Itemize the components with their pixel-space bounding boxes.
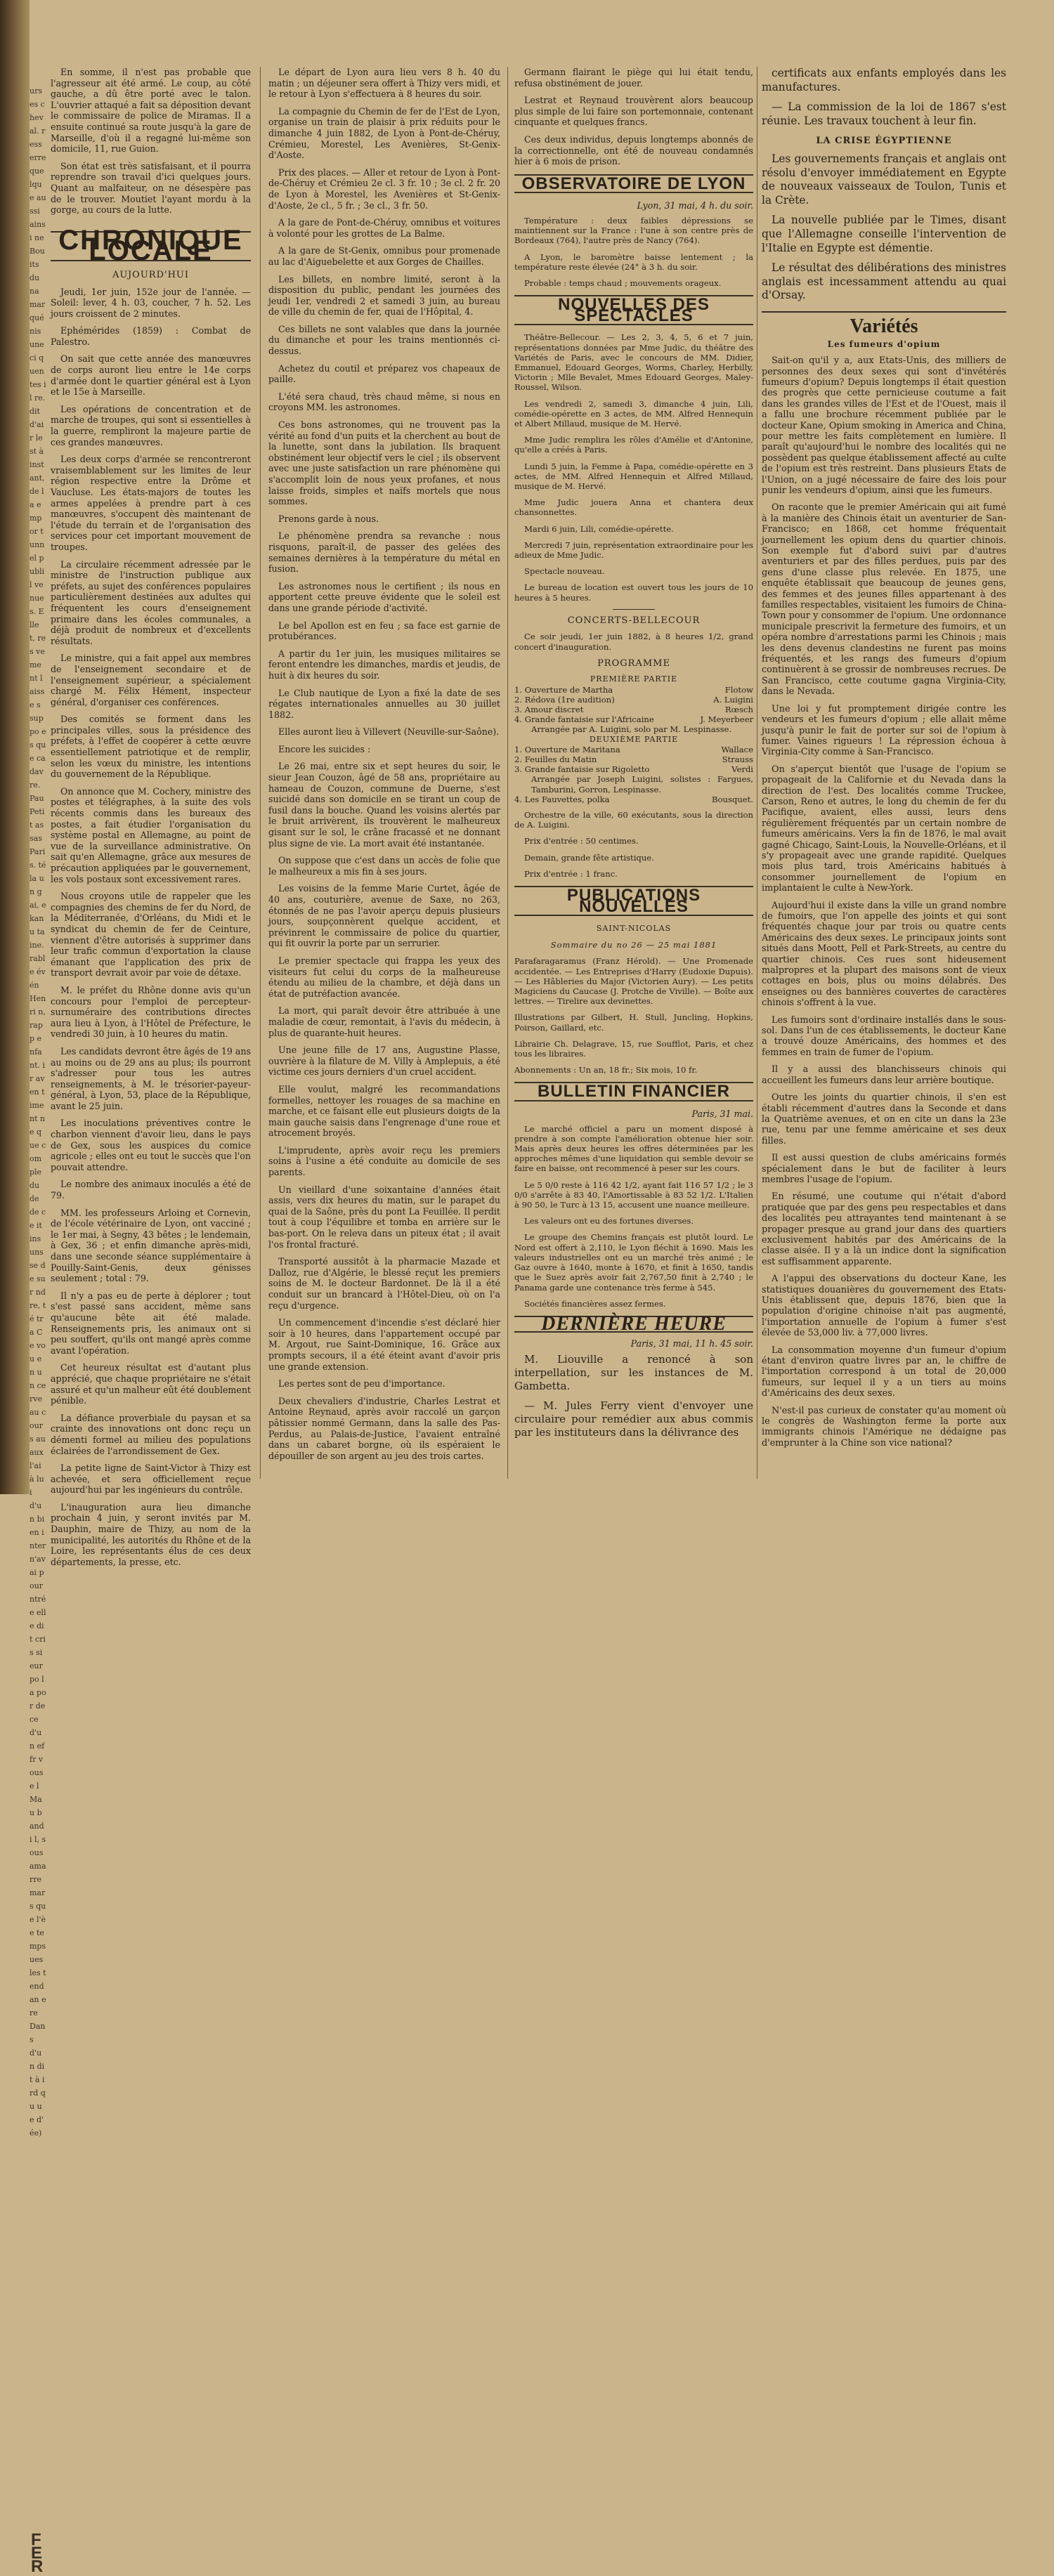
col2-articles	[268, 67, 500, 1461]
programme-piece: 4. Les Fauvettes, polka	[514, 794, 610, 804]
article-paragraph: Ces deux individus, depuis longtemps abonnés de la correctionnelle, ont été de nouveau condamnés hier à 6 mois de prison.	[514, 133, 753, 167]
article-paragraph: Mme Judic jouera Anna et chantera deux chansonnettes.	[514, 497, 753, 518]
article-paragraph: Les valeurs ont eu des fortunes diverses.	[524, 1216, 694, 1227]
concert-programme	[514, 674, 753, 804]
concerts-intro: Ce soir jeudi, 1er juin 1882, à 8 heures 1/2, grand concert d'inauguration.	[514, 632, 753, 652]
article-paragraph: Le départ de Lyon aura lieu vers 8 h. 40 du matin ; un déjeuner sera offert à Thizy vers midi, et le retour à Lyon s'effectuera à 8 heures du soir.	[268, 67, 500, 100]
programme-row	[514, 685, 753, 695]
varietes-text	[762, 355, 1006, 1449]
observatoire-heading: OBSERVATOIRE DE LYON	[514, 174, 753, 194]
programme-row	[514, 695, 753, 705]
article-paragraph: Probable : temps chaud ; mouvements orageux.	[524, 277, 722, 288]
article-paragraph: Nous croyons utile de rappeler que les compagnies des chemins de fer du Nord, de la Méditerranée, d'Orléans, du Midi et le syndicat du chemin de fer de Ceinture, viennent d'être autorisés à supprimer dans leur trafic commun d'exportation la clause émanant que l'application des prix de transport devrait avoir par voie de détaxe.	[51, 891, 251, 979]
article-paragraph: Les pertes sont de peu d'importance.	[278, 1378, 445, 1390]
article-paragraph: En résumé, une coutume qui n'était d'abord pratiquée que par des gens peu respectables et dans des localités peu attrayantes tend maintenant à se propager presque au grand jour dans des quartiers exclusivement habités par des Américains de la classe aisée. Il y a là un indice dont la signification est suffisamment apparente.	[762, 1191, 1006, 1267]
article-paragraph: Sait-on qu'il y a, aux Etats-Unis, des milliers de personnes des deux sexes qui sont d'invétérés fumeurs d'opium? Depuis longtemps il était question des progrès que cette pernicieuse coutume a fait dans les grandes villes de l'Est et de l'Ouest, mais il a fallu une brochure récemment publiée par le docteur Kane, Opium smoking in America and China, pour mettre les faits complètement en lumière. Il paraît qu'aujourd'hui le nombre des localités qui ne possèdent pas quelque établissement affecté au culte de l'opium est très restreint. Dans plusieurs Etats de l'Union, on a jugé nécessaire de faire des lois pour punir les vendeurs d'opium, ainsi que les fumeurs.	[762, 355, 1006, 496]
article-paragraph: Il y a aussi des blanchisseurs chinois qui accueillent les fumeurs dans leur arrière boutique.	[762, 1064, 1006, 1086]
derniere-heure-heading: DERNIÈRE HEURE	[514, 1316, 753, 1333]
article-paragraph: Les astronomes nous le certifient ; ils nous en apportent cette preuve évidente que le soleil est dans une grande période d'activité.	[268, 580, 500, 613]
article-paragraph: Ces billets ne sont valables que dans la journée du dimanche et pour les trains mentionnés ci-dessus.	[268, 323, 500, 357]
article-paragraph: Température : deux faibles dépressions se maintiennent sur la France : l'une à son centre près de Bordeaux (764), l'autre près de Nancy (764).	[514, 215, 753, 246]
previous-page-column	[30, 84, 46, 2576]
article-paragraph: La circulaire récemment adressée par le ministre de l'instruction publique aux préfets, au sujet des conférences populaires particulièrement destinées aux adultes qui fréquentent les cours d'enseignement primaire dans les écoles communales, a déjà produit de nombreux et d'excellents résultats.	[51, 558, 251, 646]
programme-composer: Verdi	[731, 764, 753, 775]
article-paragraph: Elles auront lieu à Villevert (Neuville-sur-Saône).	[278, 726, 500, 738]
article-paragraph: certificats aux enfants employés dans les manufactures.	[762, 67, 1006, 93]
col1-intro	[51, 67, 251, 216]
programme-piece: 2. Rédova (1re audition)	[514, 694, 615, 705]
article-paragraph: L'imprudente, après avoir reçu les premiers soins à l'usine a été conduite au domicile de ses parents.	[268, 1144, 500, 1178]
programme-composer: Strauss	[722, 754, 753, 765]
article-paragraph: Le premier spectacle qui frappa les yeux des visiteurs fut celui du corps de la malheureuse étendu au milieu de la chambre, et déjà dans un état de putréfaction avancée.	[268, 955, 500, 999]
article-paragraph: Des comités se forment dans les principales villes, sous la présidence des préfets, à l'effet de coopérer à cette œuvre essentiellement patriotique et de remplir, selon les vœux du ministre, les intentions du gouvernement de la République.	[51, 714, 251, 780]
programme-part-1-heading: PREMIÈRE PARTIE	[590, 674, 678, 684]
programme-composer: Flotow	[724, 684, 753, 695]
article-paragraph: Ephémérides (1859) : Combat de Palestro.	[51, 325, 251, 347]
article-paragraph: Elle voulut, malgré les recommandations formelles, nettoyer les rouages de sa machine en marche, et ce faisant elle eut plusieurs doigts de la main gauche saisis dans l'engrenage d'une roue et atrocement broyés.	[268, 1083, 500, 1139]
programme-row	[514, 764, 753, 774]
article-paragraph: Deux chevaliers d'industrie, Charles Lestrat et Antoine Reynaud, après avoir raccolé un garçon pâtissier nommé Germann, dans la salle des Pas-Perdus, au Palais-de-Justice, l'avaient entraîné dans un cabaret borgne, où ils espéraient le dépouiller de son argent au jeu des trois cartes.	[268, 1395, 500, 1461]
publications-heading: PUBLICATIONS NOUVELLES	[514, 886, 753, 916]
article-paragraph: Outre les joints du quartier chinois, il s'en est établi récemment d'autres dans la Seconde et dans la Quatrième avenues, et on en cite un dans la 23e rue, tenu par une femme américaine et ses deux filles.	[762, 1092, 1006, 1146]
programme-composer: J. Meyerbeer	[700, 714, 753, 725]
concerts-heading: CONCERTS-BELLECOUR	[567, 615, 701, 626]
article-paragraph: Spectacle nouveau.	[524, 566, 605, 577]
derniere-heure-text	[514, 1353, 753, 1439]
programme-piece: 3. Amour discret	[514, 705, 584, 715]
article-paragraph: La défiance proverbiale du paysan et sa crainte des innovations ont donc reçu un démenti formel au milieu des populations éclairées de l'arrondissement de Gex.	[51, 1412, 251, 1456]
article-paragraph: N'est-il pas curieux de constater qu'au moment où le congrès de Washington ferme la porte aux immigrants chinois l'Amérique ne dédaigne pas d'emprunter à la Chine son vice national?	[762, 1405, 1006, 1449]
article-paragraph: A partir du 1er juin, les musiques militaires se feront entendre les dimanches, mardis et jeudis, de huit à dix heures du soir.	[268, 648, 500, 681]
article-paragraph: Théâtre-Bellecour. — Les 2, 3, 4, 5, 6 et 7 juin, représentations données par Mme Judic, du théâtre des Variétés de Paris, avec le concours de MM. Didier, Emmanuel, Edouard Georges, Worms, Charley, Herbilly, Victorin ; Mlle Bevalet, Mmes Edouard Georges, Maley-Roussel, Wilson.	[514, 332, 753, 393]
previous-page-fer-label: FER	[31, 2530, 44, 2576]
article-paragraph: Son état est très satisfaisant, et il pourra reprendre son travail d'ici quelques jours. Quant au malfaiteur, on ne désespère pas de le trouver. Moutiet l'ayant mordu à la gorge, au cours de la lutte.	[51, 160, 251, 216]
column-1	[51, 67, 251, 1567]
article-paragraph: Les deux corps d'armée se rencontreront vraisemblablement sur les limites de leur région respective entre la Drôme et Vaucluse. Les états-majors de toutes les armes appelées à prendre part à ces manœuvres, s'occupent dès maintenant de l'étude du terrain et de l'organisation des services pour cet important mouvement de troupes.	[51, 454, 251, 552]
programme-piece: 1. Ouverture de Maritana	[514, 744, 620, 754]
programme-piece: 2. Feuilles du Matin	[514, 754, 597, 765]
article-paragraph: Une jeune fille de 17 ans, Augustine Plasse, ouvrière à la filature de M. Villy à Amplepuis, a été victime ces jours derniers d'un cruel accident.	[268, 1045, 500, 1078]
newspaper-page	[51, 67, 1006, 1567]
aujourdhui-subheading: AUJOURD'HUI	[112, 269, 190, 280]
publication-name: SAINT-NICOLAS	[596, 924, 672, 934]
article-paragraph: Orchestre de la ville, 60 exécutants, sous la direction de A. Luigini.	[514, 810, 753, 830]
fumeurs-opium-subheading: Les fumeurs d'opium	[827, 339, 941, 349]
article-paragraph: Achetez du coutil et préparez vos chapeaux de paille.	[268, 362, 500, 385]
article-paragraph: La compagnie du Chemin de fer de l'Est de Lyon, organise un train de plaisir à prix réduits pour le dimanche 4 juin 1882, de Lyon à Pont-de-Chéruy, Crémieu, Morestel, Les Avenières, St-Genix-d'Aoste.	[268, 105, 500, 161]
article-paragraph: Le phénomène prendra sa revanche : nous risquons, paraît-il, de passer des gelées des semaines dernières à la température du métal en fusion.	[268, 530, 500, 575]
article-paragraph: Les billets, en nombre limité, seront à la disposition du public, pendant les journées des jeudi 1er, vendredi 2 et samedi 3 juin, au bureau de ville du chemin de fer, quai de l'Hôpital, 4.	[268, 273, 500, 318]
programme-row	[514, 705, 753, 714]
crise-egyptienne-heading: LA CRISE ÉGYPTIENNE	[816, 136, 952, 147]
column-4	[762, 67, 1006, 1479]
article-paragraph: Mercredi 7 juin, représentation extraordinaire pour les adieux de Mme Judic.	[514, 540, 753, 560]
article-paragraph: — M. Jules Ferry vient d'envoyer une circulaire pour remédier aux abus commis par les instituteurs dans la délivrance des	[514, 1399, 753, 1439]
article-paragraph: Sociétés financières assez fermes.	[524, 1298, 666, 1309]
column-rule	[507, 67, 508, 1479]
article-paragraph: On s'aperçut bientôt que l'usage de l'opium se propageait de la Californie et du Nevada dans la direction de l'est. Des localités comme Truckee, Carson, Reno et autres, le long du chemin de fer du Pacifique, avaient, elles aussi, leurs dens régulièrement fréquentés par un certain nombre de fumeurs américains. Vers la fin de 1876, le mal avait gagné Chicago, Saint-Louis, la Nouvelle-Orléans, et il s'y propageait avec une grande rapidité. Quelques mois plus tard, trois Américains habitués à consommer journellement de l'opium en implantaient le culte à New-York.	[762, 764, 1006, 894]
article-paragraph: Il est aussi question de clubs américains formés spécialement dans le but de faciliter à leurs membres l'usage de l'opium.	[762, 1153, 1006, 1185]
article-paragraph: Les gouvernements français et anglais ont résolu d'envoyer immédiatement en Egypte de nouveaux vaisseaux de Toulon, Tunis et la Crète.	[762, 152, 1006, 207]
article-paragraph: Prenons garde à nous.	[278, 513, 379, 524]
article-paragraph: Les voisins de la femme Marie Curtet, âgée de 40 ans, couturière, avenue de Saxe, no 263, étonnés de ne pas l'avoir aperçu depuis plusieurs jours, soupçonnèrent quelque accident, et prévinrent le commissaire de police du quartier, qui fit ouvrir la porte par un serrurier.	[268, 883, 500, 949]
article-paragraph: La mort, qui paraît devoir être attribuée à une maladie de cœur, remontait, à l'avis du médecin, à plus de quarante-huit heures.	[268, 1005, 500, 1038]
article-paragraph: Mme Judic remplira les rôles d'Amélie et d'Antonine, qu'elle a créés à Paris.	[514, 435, 753, 455]
article-paragraph: Aujourd'hui il existe dans la ville un grand nombre de fumoirs, que l'on appelle des joints et qui sont fréquentés chaque jour par trois ou quatre cents Américains des deux sexes. Le principaux joints sont situés dans Moott, Pell et Park-Streets, au centre du quartier chinois. Ces rues sont hideusement malpropres et la plupart des maisons sont de vieux cottages en bois, plus ou moins délabrés. Des enseignes ou des bannières couvertes de caractères chinois s'offrent à la vue.	[762, 900, 1006, 1009]
article-paragraph: MM. les professeurs Arloing et Cornevin, de l'école vétérinaire de Lyon, ont vacciné ; le 1er mai, à Segny, 43 bêtes ; le lendemain, à Gex, 36 ; et enfin dimanche après-midi, dans une seconde séance supplémentaire à Pouilly-Saint-Genis, deux génisses seulement ; total : 79.	[51, 1207, 251, 1284]
column-rule	[260, 67, 261, 1479]
article-paragraph: Mardi 6 juin, Lili, comédie-opérette.	[524, 523, 674, 534]
concerts-outro	[514, 810, 753, 879]
article-paragraph: Lundi 5 juin, la Femme à Papa, comédie-opérette en 3 actes, de MM. Alfred Hennequin et Alfred Millaud, musique de M. Hervé.	[514, 461, 753, 491]
programme-row	[514, 714, 753, 724]
programme-row	[514, 754, 753, 764]
article-paragraph: Il n'y a pas eu de perte à déplorer ; tout s'est passé sans accident, même sans qu'aucune bête ait été malade. Renseignements pris, les animaux ont si peu souffert, qu'ils ont mangé après comme avant l'opération.	[51, 1290, 251, 1356]
article-paragraph: Un commencement d'incendie s'est déclaré hier soir à 10 heures, dans l'appartement occupé par M. Argout, rue Saint-Dominique, 16. Grâce aux prompts secours, il a été éteint avant d'avoir pris une grande extension.	[268, 1317, 500, 1372]
article-paragraph: M. le préfet du Rhône donne avis qu'un concours pour l'emploi de percepteur-surnuméraire des contributions directes aura lieu à Lyon, à l'Hôtel de Préfecture, le vendredi 30 juin, à 10 heures du matin.	[51, 984, 251, 1040]
article-paragraph: Les fumoirs sont d'ordinaire installés dans le sous-sol. Dans l'un de ces établissements, le docteur Kane a trouvé douze Américains, des hommes et des femmes en train de fumer de l'opium.	[762, 1014, 1006, 1058]
observatoire-report	[514, 216, 753, 288]
article-paragraph: Transporté aussitôt à la pharmacie Mazade et Dalloz, rue d'Algérie, le blessé reçut les premiers soins de M. le docteur Bardonnet. De là il a été conduit sur un brancard à l'Hôtel-Dieu, où on l'a reçu d'urgence.	[268, 1256, 500, 1311]
varietes-heading: Variétés	[762, 311, 1006, 334]
page-binding	[0, 0, 30, 1494]
programme-composer: Wallace	[721, 744, 753, 754]
article-paragraph: La nouvelle publiée par le Times, disant que l'Allemagne conseille l'intervention de l'Italie en Egypte est démentie.	[762, 214, 1006, 254]
article-paragraph: La petite ligne de Saint-Victor à Thizy est achevée, et sera officiellement reçue aujourd'hui par les ingénieurs du contrôle.	[51, 1463, 251, 1496]
programme-composer: Rœsch	[724, 705, 753, 715]
programme-piece: 1. Ouverture de Martha	[514, 684, 613, 695]
article-paragraph: M. Liouville a renoncé à son interpellation, sur les instances de M. Gambetta.	[514, 1353, 753, 1393]
article-paragraph: Jeudi, 1er juin, 152e jour de l'année. — Soleil: lever, 4 h. 03, coucher, 7 h. 52. Les jours croissent de 2 minutes.	[51, 286, 251, 319]
chronique-locale-heading: CHRONIQUE LOCALE	[51, 231, 251, 261]
programme-row	[514, 745, 753, 754]
programme-heading: PROGRAMME	[597, 658, 670, 669]
programme-part-1	[514, 685, 753, 725]
col1-articles	[51, 287, 251, 1568]
article-paragraph: Prix d'entrée : 1 franc.	[524, 868, 618, 879]
programme-composer: A. Luigini	[713, 694, 753, 705]
article-paragraph: Cet heureux résultat est d'autant plus apprécié, que chaque propriétaire ne s'était assuré et qu'un malheur eût été doublement pénible.	[51, 1362, 251, 1406]
programme-part-2	[514, 745, 753, 775]
article-paragraph: A la gare de St-Genix, omnibus pour promenade au lac d'Aiguebelette et aux Gorges de Chailles.	[268, 245, 500, 267]
publication-contents: Parafaragaramus (Franz Hérold). — Une Promenade accidentée. — Les Entreprises d'Harry (Eudoxie Dupuis). — Les Hâbleries du Major (Victorien Aury). — Les petits Magiciens du Caucase (J. Protche de Viville). — Boîte aux lettres. — Tirelire aux devinettes.	[514, 956, 753, 1007]
article-paragraph: Un vieillard d'une soixantaine d'années était assis, vers dix heures du matin, sur le parapet du quai de la Saône, près du pont La Feuillée. Il perdit tout à coup l'équilibre et tomba en arrière sur le bas-port. On le releva dans un piteux état ; il avait l'os frontal fracturé.	[268, 1184, 500, 1250]
col3-intro	[514, 67, 753, 167]
crise-egyptienne-text	[762, 152, 1006, 303]
programme-piece: 3. Grande fantaisie sur Rigoletto	[514, 764, 650, 775]
programme-part-1-arrangement: Arrangée par A. Luigini, solo par M. Lespinasse.	[531, 724, 732, 735]
programme-piece: 4. Grande fantaisie sur l'Africaine	[514, 714, 654, 725]
article-paragraph: L'été sera chaud, très chaud même, si nous en croyons MM. les astronomes.	[268, 391, 500, 413]
article-paragraph: Encore les suicides :	[278, 743, 371, 754]
observatoire-dateline: Lyon, 31 mai, 4 h. du soir.	[637, 200, 753, 211]
article-paragraph: Les opérations de concentration et de marche de troupes, qui sont si essentielles à la guerre, rempliront la majeure partie de ces grandes manœuvres.	[51, 403, 251, 447]
article-paragraph: Le groupe des Chemins français est plutôt lourd. Le Nord est offert à 2,110, le Lyon fléchit à 1690. Mais les valeurs industrielles ont eu un marché très animé ; le Gaz ouvre à 1640, monte à 1670, et finit à 1650, tandis que le Suez après avoir fait 2,767,50 finit à 2,740 ; le Panama garde une contenance très ferme à 545.	[514, 1232, 753, 1293]
spectacles-heading: NOUVELLES DES SPECTACLES	[514, 295, 753, 325]
programme-part-2-arrangement: Arrangée par Joseph Luigini, solistes : Fargues, Tamburini, Gorron, Lespinasse.	[531, 774, 753, 795]
article-paragraph: Demain, grande fête artistique.	[524, 852, 654, 863]
publication-sommaire: Sommaire du no 26 — 25 mai 1881	[550, 939, 717, 950]
article-paragraph: Germann flairant le piège qui lui était tendu, refusa obstinément de jouer.	[514, 67, 753, 89]
article-paragraph: La consommation moyenne d'un fumeur d'opium étant d'environ quatre livres par an, le chiffre de l'importation correspond à un total de 20,000 fumeurs, sur lequel il y a un tiers au moins d'Américains des deux sexes.	[762, 1345, 1006, 1399]
derniere-heure-dateline: Paris, 31 mai, 11 h. 45 soir.	[630, 1338, 753, 1349]
article-paragraph: Le bureau de location est ouvert tous les jours de 10 heures à 5 heures.	[514, 582, 753, 603]
bulletin-text	[514, 1124, 753, 1309]
publication-illustrations: Illustrations par Gilbert, H. Stull, Juncling, Hopkins, Poirson, Gaillard, etc.	[514, 1012, 753, 1033]
spectacles-text	[514, 332, 753, 602]
article-paragraph: Le 26 mai, entre six et sept heures du soir, le sieur Jean Couzon, âgé de 58 ans, propriétaire au hameau de Couzon, commune de Duerne, s'est suicidé dans son domicile en se tirant un coup de fusil dans la bouche. Quand les voisins alertés par le bruit arrivèrent, ils trouvèrent le malheureux gisant sur le sol, le crâne fracassé et ne donnant plus signe de vie. La mort avait été instantanée.	[268, 761, 500, 849]
article-paragraph: En somme, il n'est pas probable que l'agresseur ait été armé. Le coup, au côté gauche, a dû être porté avec le talon. L'ouvrier attaqué a fait sa déposition devant le commissaire de police de Miramas. Il a ensuite continué sa route jusqu'à la gare de Marseille, d'où il a regagné lui-même son domicile, 11, rue Guion.	[51, 67, 251, 155]
section-divider	[613, 609, 655, 610]
article-paragraph: Prix des places. — Aller et retour de Lyon à Pont-de-Chéruy et Crémieu 2e cl. 3 fr. 10 ; 3e cl. 2 fr. 20 de Lyon à Morestel, les Avenières et St-Genix-d'Aoste, 2e cl., 5 fr. ; 3e cl., 3 fr. 50.	[268, 166, 500, 211]
article-paragraph: A Lyon, le baromètre baisse lentement ; la température reste élevée (24° à 3 h. du soir.	[514, 251, 753, 272]
column-3	[514, 67, 753, 1479]
article-paragraph: A l'appui des observations du docteur Kane, les statistiques douanières du gouvernement des Etats-Unis établissent que, depuis 1876, bien que la population d'origine chinoise n'ait pas augmenté, l'importation annuelle de l'opium à fumer s'est élevée de 53,000 liv. à 77,000 livres.	[762, 1274, 1006, 1339]
article-paragraph: Le nombre des animaux inoculés a été de 79.	[51, 1179, 251, 1201]
article-paragraph: Prix d'entrée : 50 centimes.	[524, 836, 639, 846]
article-paragraph: Le ministre, qui a fait appel aux membres de l'enseignement secondaire et de l'enseignement supérieur, a spécialement chargé M. Félix Hément, inspecteur général, d'organiser ces conférences.	[51, 653, 251, 707]
article-paragraph: On raconte que le premier Américain qui ait fumé à la manière des Chinois était un aventurier de San-Francisco; en 1868, cet homme fréquentait journellement les opium dens du quartier chinois. Son exemple fut d'abord suivi par d'autres aventuriers et par des filles perdues, puis par des gens d'une classe plus relevée. En 1875, une enquête établissait que beaucoup de jeunes gens, des femmes et des jeunes filles appartenant à des familles respectables, visitaient les fumoirs de China-Town pour y consommer de l'opium. Une ordonnance municipale prescrivit la fermeture des fumoirs, et un opéra nombre d'arrestations parmi les Chinois ; mais les dens devenus clandestins ne furent pas moins fréquentés, et les rangs des fumeurs d'opium continuèrent à se grossir de nombreuses recrues. De San Francisco, cette coutume gagna Virginia-City, dans le Nevada.	[762, 502, 1006, 698]
article-paragraph: Le Club nautique de Lyon a fixé la date de ses régates internationales annuelles au 30 juillet 1882.	[268, 687, 500, 720]
col4-intro	[762, 67, 1006, 128]
article-paragraph: Lestrat et Reynaud trouvèrent alors beaucoup plus simple de lui faire son portemonnaie, contenant cinquante et quelques francs.	[514, 95, 753, 128]
publication-abonnements: Abonnements : Un an, 18 fr.; Six mois, 10 fr.	[514, 1065, 698, 1075]
article-paragraph: — La commission de la loi de 1867 s'est réunie. Les travaux touchent à leur fin.	[762, 100, 1006, 127]
programme-row	[514, 795, 753, 804]
article-paragraph: Le 5 0/0 reste à 116 42 1/2, ayant fait 116 57 1/2 ; le 3 0/0 s'arrête à 83 40, l'Amortissable à 83 52 1/2. L'Italien à 90 50, le Turc à 13 15, accusent une nuance meilleure.	[514, 1179, 753, 1210]
article-paragraph: L'inauguration aura lieu dimanche prochain 4 juin, y seront invités par M. Dauphin, maire de Thizy, au nom de la municipalité, les autorités du Rhône et de la Loire, les représentants élus de ces deux départements, la presse, etc.	[51, 1501, 251, 1567]
bulletin-financier-heading: BULLETIN FINANCIER	[514, 1082, 753, 1101]
article-paragraph: A la gare de Pont-de-Chéruy, omnibus et voitures à volonté pour les grottes de La Balme.	[268, 217, 500, 239]
article-paragraph: Les vendredi 2, samedi 3, dimanche 4 juin, Lili, comédie-opérette en 3 actes, de MM. Alfred Hennequin et Albert Millaud, musique de M. Hervé.	[514, 398, 753, 429]
programme-composer: Bousquet.	[711, 794, 753, 804]
article-paragraph: Le bel Apollon est en feu ; sa face est garnie de protubérances.	[268, 620, 500, 642]
article-paragraph: On sait que cette année des manœuvres de corps auront lieu entre le 14e corps d'armée dont le quartier général est à Lyon et le 15e à Marseille.	[51, 353, 251, 398]
publication-librairie: Librairie Ch. Delagrave, 15, rue Soufflot, Paris, et chez tous les libraires.	[514, 1038, 753, 1059]
article-paragraph: Le résultat des délibérations des ministres anglais est incessamment attendu au quai d'Orsay.	[762, 261, 1006, 302]
bulletin-dateline: Paris, 31 mai.	[691, 1109, 753, 1120]
article-paragraph: Une loi y fut promptement dirigée contre les vendeurs et les fumeurs d'opium ; elle allait même jusqu'à punir le fait de porter sur soi de l'opium à fumer. Vaines rigueurs ! La répression échoua à Virginia-City comme à San-Francisco.	[762, 703, 1006, 758]
article-paragraph: On annonce que M. Cochery, ministre des postes et télégraphes, à la suite des vols récents commis dans les bureaux des postes, a fait étudier l'organisation du système postal en Allemagne, au point de vue de la surveillance administrative. On sait qu'en Allemagne, grâce aux mesures de précaution appliquées par le gouvernement, les vols postaux sont excessivement rares.	[51, 785, 251, 884]
article-paragraph: On suppose que c'est dans un accès de folie que le malheureux a mis fin à ses jours.	[268, 855, 500, 877]
previous-page-fragments: urses cheval. resserre quelque aussi ainsi ne Bou its du na marqué nis une ci quentes il re. dit d'air lest à instant, de la empor tunnel publi l venue s. Elle t, res vement laisse s suppo es que cadavre. Pau Petit assas Paris. té la un gai, ekanu taine. rable évén Henri n, rapp enfant. ir aven timent ne que comple du de de ce it ins uns se de sur ndre, té tra Ce vou en un cerveau cours au aux l'ai à lui d'un bien inter n'avai pour ntrée elle dit cris sieur po la por de ce d'un effr vous e l Mau bandi l, sous amarre mars que l'è e temps ues les tendan ere Dans d'un dit à ird qu ue d' ée)	[30, 86, 46, 2138]
column-2	[268, 67, 500, 1479]
article-paragraph: Ces bons astronomes, qui ne trouvent pas la vérité au fond d'un puits et la cherchent au bout de la lunette, sont dans la jubilation. Ils braquent obstinément leur objectif vers le ciel ; ils observent avec une juste satisfaction un rare phénomène qui s'accomplit loin de nous yeux profanes, et nous laisse froids, simples et naïfs mortels que nous sommes.	[268, 419, 500, 507]
article-paragraph: Le marché officiel a paru un moment disposé à prendre à son compte l'amélioration obtenue hier soir. Mais après deux heures les offres déterminées par les approches mêmes d'une liquidation qui semble devoir se faire en baisse, ont recommencé à peser sur les cours.	[514, 1123, 753, 1174]
programme-part-2-heading: DEUXIÈME PARTIE	[589, 734, 679, 744]
article-paragraph: Les inoculations préventives contre le charbon viennent d'avoir lieu, dans le pays de Gex, sous les auspices du comice agricole ; elles ont eu tout le succès que l'on pouvait attendre.	[51, 1118, 251, 1172]
article-paragraph: Les candidats devront être âgés de 19 ans au moins ou de 29 ans au plus; ils pourront s'adresser pour tous les autres renseignements, à M. le trésorier-payeur-général, à Lyon, 53, place de la République, avant le 25 juin.	[51, 1045, 251, 1111]
